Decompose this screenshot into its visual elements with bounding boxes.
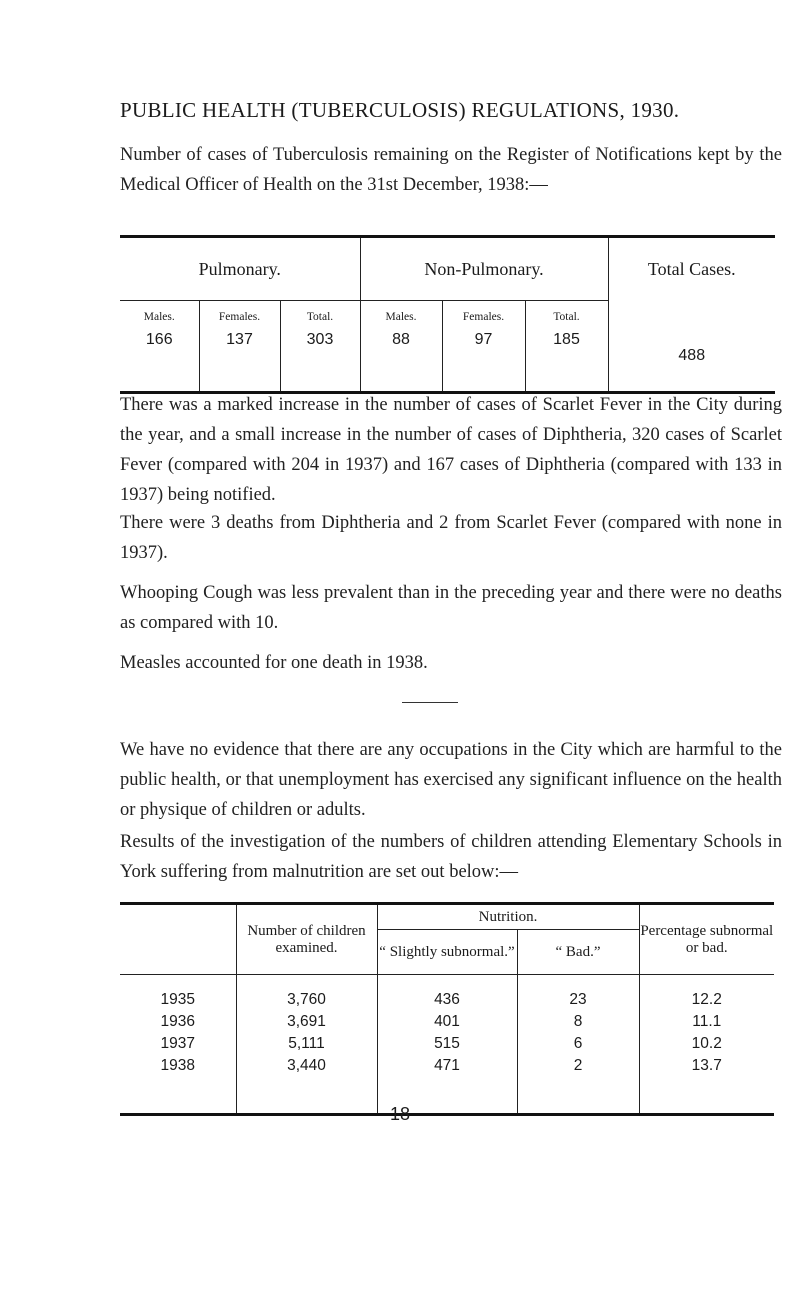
row-1935-percentage: 12.2 (639, 975, 774, 1012)
row-1937-bad: 6 (517, 1033, 639, 1055)
non-pulmonary-males-value: 88 (360, 323, 442, 393)
row-1935-year: 1935 (120, 975, 236, 1012)
pulmonary-total-value: 303 (280, 323, 360, 393)
total-cases-value: 488 (608, 301, 775, 393)
intro-paragraph: Number of cases of Tuberculosis remaining on the Register of Notifications kept by the Medical Officer of Health on the 31st December, 1938:— (120, 145, 782, 195)
year-header (120, 904, 236, 975)
row-1936-percentage: 11.1 (639, 1011, 774, 1033)
pulmonary-males-value: 166 (145, 331, 173, 348)
page-number: 18 (389, 1104, 411, 1124)
row-1938-percentage: 13.7 (639, 1055, 774, 1115)
paragraph-malnutrition: Results of the investigation of the numbers of children attending Elementary Schools in York suffering from malnutrition are set out below:— (120, 832, 782, 882)
tuberculosis-table (120, 235, 775, 394)
row-1935-examined: 3,760 (236, 975, 377, 1012)
subheader-total: Total. (525, 301, 608, 324)
header-bad: “ Bad.” (517, 930, 639, 975)
header-slightly-subnormal: “ Slightly subnormal.” (377, 930, 517, 975)
row-1935-bad: 23 (517, 975, 639, 1012)
paragraph-deaths: There were 3 deaths from Diphtheria and 2 from Scarlet Fever (compared with none in 1937). (120, 513, 782, 563)
subheader-males: Males. (120, 301, 199, 324)
paragraph-whooping-cough: Whooping Cough was less prevalent than in the preceding year and there were no deaths as compared with 10. (120, 583, 782, 633)
section-divider (402, 702, 458, 703)
page-title: PUBLIC HEALTH (TUBERCULOSIS) REGULATIONS, 1930. (120, 98, 680, 122)
paragraph-measles: Measles accounted for one death in 1938. (120, 653, 428, 673)
header-examined: Number of children examined. (236, 904, 377, 975)
row-1937-slightly: 515 (377, 1033, 517, 1055)
paragraph-scarlet-fever: There was a marked increase in the number of cases of Scarlet Fever in the City during the year, and a small increase in the number of cases of Diphtheria, 320 cases of Scarlet Fever (compared with 204 in 1937) and 167 cases of Diphtheria (compared with 133 in 1937) being notified. (120, 395, 782, 505)
row-1937-year: 1937 (160, 1035, 195, 1052)
row-1938-year: 1938 (160, 1057, 195, 1074)
row-1936-year: 1936 (160, 1013, 195, 1030)
non-pulmonary-total-value: 185 (525, 323, 608, 393)
paragraph-occupations: We have no evidence that there are any occupations in the City which are harmful to the public health, or that unemployment has exercised any significant influence on the health or physique of children or adults. (120, 740, 782, 820)
nutrition-table (120, 902, 774, 1116)
group-header-pulmonary: Pulmonary. (198, 258, 281, 279)
row-1938-bad: 2 (517, 1055, 639, 1115)
row-1938-examined: 3,440 (236, 1055, 377, 1115)
row-1936-examined: 3,691 (236, 1011, 377, 1033)
row-1937-percentage: 10.2 (639, 1033, 774, 1055)
row-1938-slightly: 471 (377, 1055, 517, 1115)
header-nutrition: Nutrition. (377, 904, 639, 930)
subheader-males: Males. (360, 301, 442, 324)
non-pulmonary-females-value: 97 (442, 323, 525, 393)
row-1936-bad: 8 (517, 1011, 639, 1033)
header-percentage: Percentage subnormal or bad. (639, 904, 774, 975)
subheader-total: Total. (280, 301, 360, 324)
row-1936-slightly: 401 (377, 1011, 517, 1033)
row-1935-slightly: 436 (377, 975, 517, 1012)
subheader-females: Females. (442, 301, 525, 324)
group-header-total-cases: Total Cases. (608, 237, 775, 301)
group-header-non-pulmonary: Non-Pulmonary. (360, 237, 608, 301)
pulmonary-females-value: 137 (199, 323, 280, 393)
subheader-females: Females. (199, 301, 280, 324)
row-1937-examined: 5,111 (236, 1033, 377, 1055)
